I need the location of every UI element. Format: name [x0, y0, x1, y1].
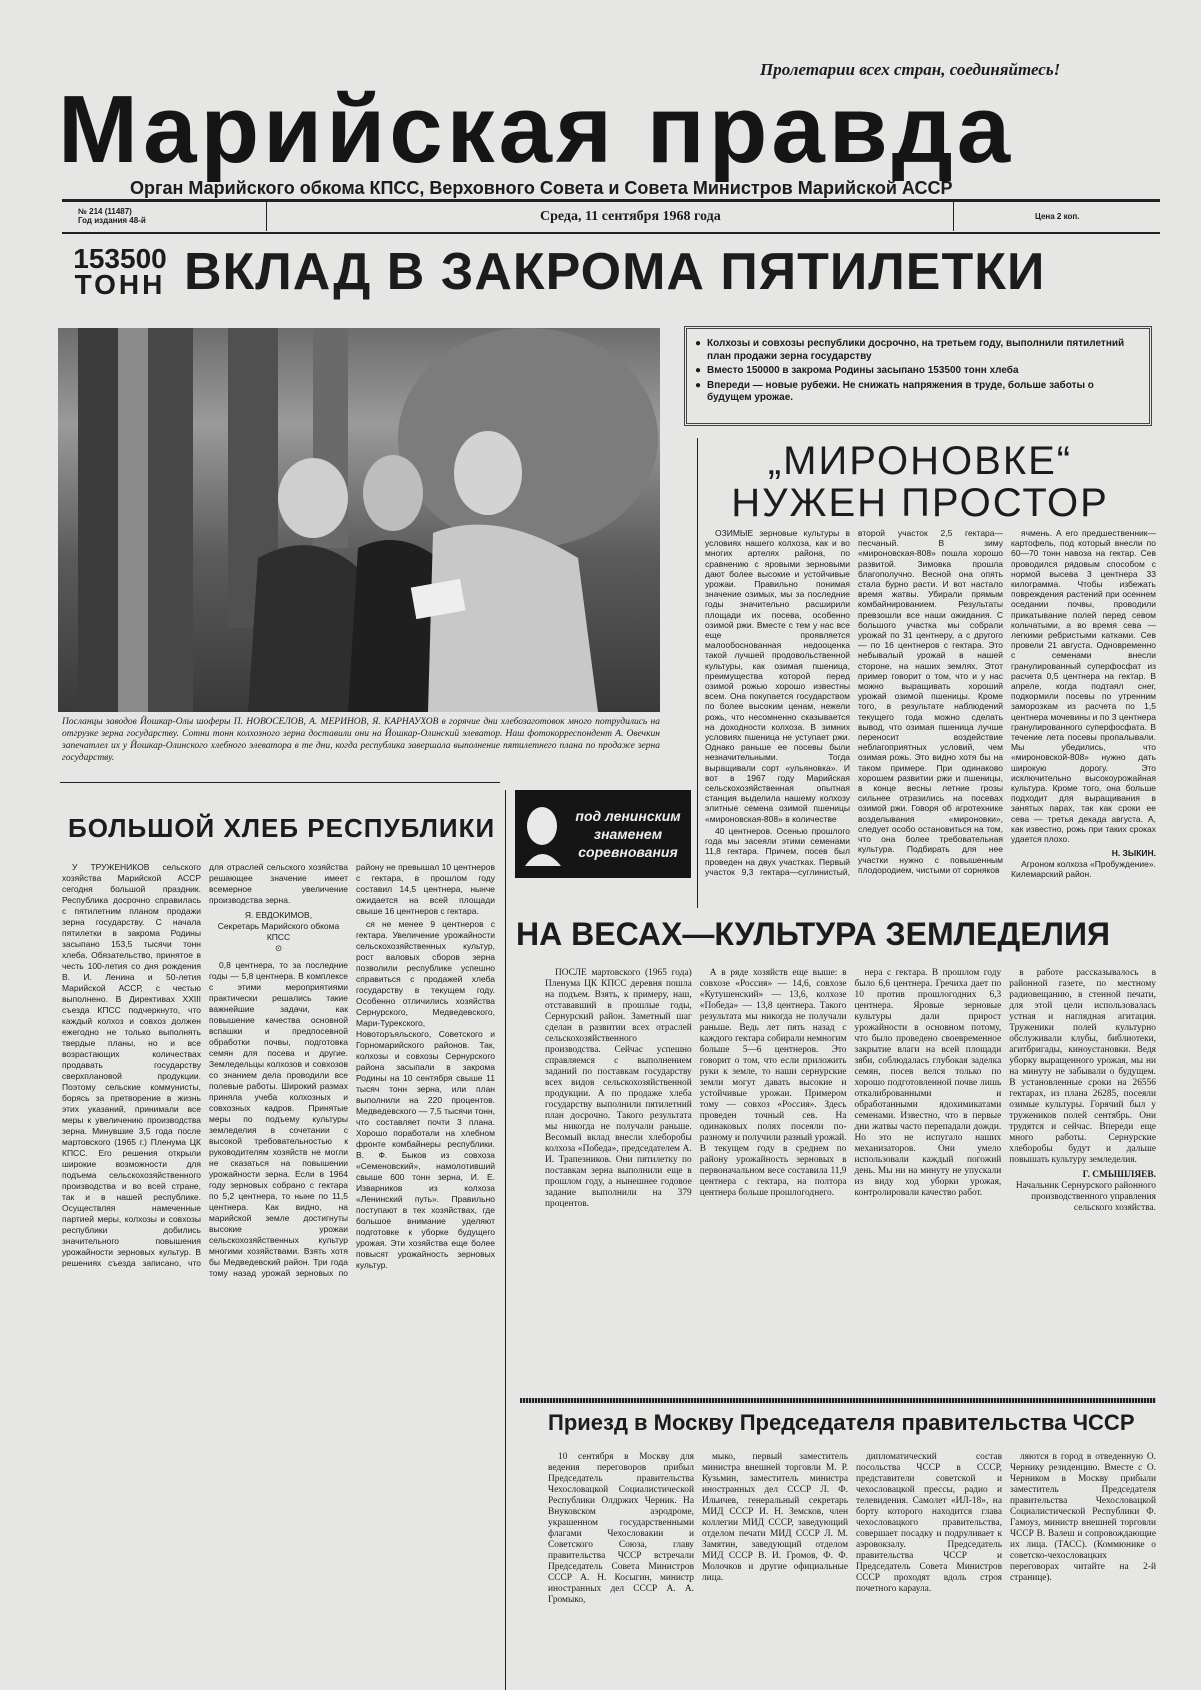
- author-title: Начальник Сернурского районного производственного управления сельского хозяйства.: [1015, 1181, 1156, 1213]
- visit-article: [548, 1452, 1156, 1606]
- article-text: в работе рассказывалось в районной газете, по местному радиовещанию, в стенной печати, для этой цели использовалась устная и наглядная агитация. Труженики полей культурно обслуживали клубы, библиотеки, агитбригады, киноустановки. Ведя уборку выращенного урожая, мы ни на минуту не забывали о будущем. В установленные сроки на 26556 гектарах, из плана 26285, посеяли озимые культуры. Горячий был у тружеников полей сентябрь. Они трудятся и сейчас. Впереди еще много работы. Сернурские хлеборобы будут и дальше повышать культуру земледелия.: [1009, 968, 1156, 1165]
- lead-photo: [58, 328, 660, 712]
- mironovka-signature: [1011, 848, 1156, 879]
- visit-headline: Приезд в Москву Председателя правительства ЧССР: [548, 1410, 1135, 1435]
- ornament-icon: ⊙: [274, 943, 283, 953]
- article-text: нера с гектара. В прошлом году было 6,6 центнера. Гречиха дает по 10 против прошлогодних 6,3 центнера. Яровые зерновые культуры дали прирост урожайности в основном потому, что было проведено своевременное закрытие влаги на всей площади зяби, соблюдалась глубокая заделка семян, посев велся только по хорошо подготовленной почве лишь откалиброванными и обработанными ядохимикатами семенами. Известно, что в первые дни жатвы часто перепадали дожди. Но это не испугало наших механизаторов. Они умело использовали каждый погожий день. Мы ни на минуту не упускали из виду ход уборки урожая, контролировали качество работ.: [854, 968, 1002, 1198]
- author-title: Агроном колхоза «Пробуждение».: [1021, 858, 1156, 869]
- mironovka-headline: [700, 440, 1140, 524]
- tons-figure: [68, 243, 172, 300]
- photo-drivers-at-elevator: [58, 328, 660, 712]
- summary-bullet: ● Впереди — новые рубежи. Не снижать напряжения в труде, больше заботы о будущем урожае.: [695, 380, 1141, 405]
- article-text: ячмень. А его предшественник—картофель, под который внесли по 60—70 тонн навоза на гектар. Сев проводился рядовым способом с нормой высева 3 центнера 33 килограмма. Чтобы избежать повреждения растений при осеннем оседании почвы, проводили прикатывание полей перед севом кольчатыми, а во время сева — легкими ребристыми катками. Сев провели 21 августа. Одновременно с семенами внесли гранулированный суперфосфат из расчета 0,5 центнера на гектар. В апреле, когда подтаял снег, подкормили посевы по утренним заморозкам из расчета по 1,5 центнера мочевины и по 3 центнера гранулированного суперфосфата. В течение лета посевы пропалывали. Мы убедились, что «мироновской-808» нужно дать широкую дорогу. Это исключительно высокоурожайная культура. Кроме того, она больше подходит для выращивания в занятых парах, так как сроки ее сева — третья декада августа. А, как известно, рожь при таких сроках удается плохо.: [1011, 528, 1156, 845]
- article-text: А в ряде хозяйств еще выше: в совхозе «Россия» — 14,6, совхозе «Кутушенский» — 13,6, колхозе «Победа» — 13,8 центнера. Такого результата мы никогда не получали раньше. Ведь лет пять назад с каждого гектара собирали немногим больше 5—6 центнеров. Это говорит о том, что если приложить руки к земле, то наши сернурские земли могут давать высокие и устойчивые урожаи. Примером тому — совхоз «Россия». Здесь проведен точный сев. На одинаковых полях посеяли по-разному и получили разный урожай. В текущем году в среднем по району урожайность зерновых в первоначальном весе составила 11,9 центнера с гектара, на полтора центнера больше прошлогоднего.: [699, 968, 847, 1198]
- lenin-profile-icon: [521, 802, 563, 866]
- scales-headline: НА ВЕСАХ—КУЛЬТУРА ЗЕМЛЕДЕЛИЯ: [516, 916, 1110, 952]
- article-text: У ТРУЖЕНИКОВ сельского хозяйства Марийской АССР сегодня большой праздник. Республика досрочно справилась с пятилетним планом продажи зерна государству. С начала пятилетки в закрома Родины засыпано 153,5 тысячи тонн хлеба. Обязательство, принятое в честь 100-летия со дня рождения В. И. Ленина и 50-летия Марийской АССР, с честью выполнено. В Директивах XXIII съезда КПСС подчеркнуто, что каждый колхоз и совхоз должен ежегодно не только выполнять твердые планы, но и все возрастающих количествах продавать государству сверхплановой продукции. Поэтому сельские коммунисты, борясь за претворение в жизнь этих указаний, принимали все меры к увеличению производства зерна. Минувшие 3,5 года после мартовского (1965 г.) Пленума ЦК КПСС. Его решения открыли широкие возможности для подъема сельскохозяйственного производства и во всей стране, так и в нашей республике. Осуществляя намеченные партией меры, колхозы и совхозы республики добились значительного повышения урожайности зерновых культур. В решениях съезда записано, что для отраслей сельского хозяйства решающее значение имеет всемерное увеличение производства зерна.: [62, 862, 348, 1268]
- masthead-slogan: Пролетарии всех стран, соединяйтесь!: [760, 60, 1061, 79]
- article-text: ОЗИМЫЕ зерновые культуры в условиях нашего колхоза, как и во многих артелях района, по сравнению с яровыми зерновыми дают более высокие и устойчивые урожаи. Правильно понимая значение озимых, мы за последние годы значительно расширили площади их посева, особенно озимой ржи. Вместе с тем у нас все еще проявляется малообоснованная недооценка такой лучшей продовольственной культуры, как озимая пшеница, преимущества которой перед озимой рожью хорошо известны всем. Она покупается государством по более высоким ценам, нежели рожь, что несомненно сказывается на доходности колхоза. В зимних условиях пшеница не уступает ржи. Однако раньше ее посевы были незначительными. Тогда выращивали сорт «ульяновка». И вот в 1967 году Марийская сельскохозяйственная опытная станция выделила нашему колхозу элитные семена озимой пшеницы «мироновская-808» в количестве: [705, 528, 850, 824]
- tons-unit: ТОНН: [74, 269, 166, 300]
- author-place: Килемарский район.: [1011, 868, 1092, 879]
- issue-number: № 214 (11487): [78, 207, 132, 216]
- mironovka-article: [705, 528, 1156, 879]
- article-text: ПОСЛЕ мартовского (1965 года) Пленума ЦК КПСС деревня пошла на подъем. Взять, к примеру, наш, отстававший в прошлые годы, Сернурский район. Заметный шаг сделан в развитии всех отраслей сельскохозяйственного производства. Сейчас успешно справляемся с выполнением заданий по поставкам государству всех видов сельскохозяйственной продукции. А по продаже хлеба государству выполнили пятилетний план досрочно. Такого результата мы никогда не получали раньше. Весомый вклад внесли хлеборобы колхоза «Победа», председателем А. И. Трапезников. Они пятилетку по поставкам зерна выполнили еще в прошлом году, а нынешнее годовое задание выполнили на 379 процентов.: [545, 968, 692, 1209]
- bread-byline: [209, 910, 348, 954]
- bread-article: [62, 862, 495, 1279]
- article-text: 40 центнеров. Осенью прошлого года мы засеяли этими семенами 11,8 гектара. Причем, посев был проведен на двух участках. Первый участок 9,3 гектара—суглинистый, второй участок 2,5 гектара—песчаный. В зиму «мироновская-808» пошла хорошо развитой. Зимовка прошла благополучно. Весной она опять стала бурно расти. И вот настало время жатвы. Убирали прямым комбайнированием. Результаты превзошли все наши ожидания. С большого участка мы собрали урожай по 31 центнеру, а с другого — по 16 центнеров с гектара. Это небывалый урожай в нашей стороне, на наших землях. Этот пример говорит о том, что и у нас можно выращивать хороший урожай озимой пшеницы. Кроме того, в результате наблюдений текущего года можно сделать вывод, что озимая пшеница лучше переносит воздействие неблагоприятных условий, чем озимая рожь. Это видно хотя бы на таком примере. При одинаково хорошем развитии ржи и пшеницы, в конце весны летние грозы сильнее отразились на посевах озимой ржи. Говоря об агротехнике возделывания «мироновки», следует особо остановиться на том, что она более требовательная культура. Подбирать для нее участки нужно с повышенным плодородием, чистыми от сорняков: [705, 528, 1003, 877]
- tons-number: 153500: [73, 243, 167, 274]
- scales-signature: [1009, 1170, 1156, 1214]
- article-text: 0,8 центнера, то за последние годы — 5,8 центнера. В комплексе с этими мероприятиями практически решались такие важнейшие задачи, как повышение качества основной вспашки и предпосевной обработки почвы, подготовка семян для посева и другие. Земледельцы колхозов и совхозов со знанием дела проводили все полевые работы. Широкий размах приняла учеба колхозных и совхозных кадров. Принятые меры по подъему культуры земледелия в сочетании с высокой требовательностью к руководителям хозяйств не могли не сказаться на повышении урожайности зерна. Если в 1964 году зерновых собрано с гектара по 5,2 центнера, то ныне по 11,5 центнера. Как видно, на марийской земле достигнуты высокие урожаи сельскохозяйственных культур многими хозяйствами. Взять хотя бы Медведевский район. Три года тому назад урожай зерновых по району не превышал 10 центнеров с гектара, в прошлом году составил 14,5 центнера, нынче ожидается на всей площади свыше 16 центнеров с гектара.: [209, 862, 495, 1278]
- issue-date: Среда, 11 сентября 1968 года: [540, 209, 721, 224]
- scales-article: [545, 968, 1156, 1214]
- article-text: ляются в город в отведенную О. Чернику резиденцию. Вместе с О. Черником в Москву прибыли заместитель Председателя правительства Чехословацкой Социалистической Республики Ф. Гамоуз, министр внешней торговли ЧССР В. Валеш и сопровождающие их лица. (ТАСС). (Коммюнике о советско-чехословацких переговорах читайте на 2-й странице).: [1010, 1452, 1156, 1583]
- issue-year: Год издания 48-й: [78, 216, 146, 225]
- author-name: Н. ЗЫКИН.: [1111, 848, 1156, 859]
- divider: [953, 202, 954, 231]
- masthead-organ: Орган Марийского обкома КПСС, Верховного Совета и Совета Министров Марийской АССР: [130, 178, 953, 198]
- masthead-rule-top: [62, 199, 1160, 202]
- divider: [520, 1398, 1156, 1403]
- bread-headline: БОЛЬШОЙ ХЛЕБ РЕСПУБЛИКИ: [68, 813, 496, 843]
- banner-line: знаменем: [593, 826, 663, 842]
- article-text: ся не менее 9 центнеров с гектара. Увеличение урожайности сельскохозяйственных культур, рост валовых сборов зерна позволили республике успешно справиться с продажей хлеба государству в текущем году. Особенно отличились хозяйства Сернурского, Медведевского, Мари-Турекского, Новоторъяльского, Советского и Горномарийского районов. Так, колхозы и совхозы Сернурского района засыпали в закрома Родины на 10 сентября свыше 11 тысяч тонн зерна, или план выполнили на 220 процентов. Медведевского — 7,5 тысячи тонн, что составляет почти 3 плана. Хорошо поработали на хлебном фронте комбайнеры республики. В. Ф. Быков из совхоза «Семеновский», намолотивший свыше 600 тонн зерна, И. Е. Изварников из колхоза «Ленинский путь». Правильно поступают в тех хозяйствах, где большое внимание уделяют подготовке к уборке будущего урожая. Эти хозяйства еще более повысят урожайность зерновых культур.: [356, 919, 495, 1270]
- masthead-rule-bottom: [62, 232, 1160, 234]
- divider: [60, 782, 500, 783]
- mironovka-headline-line2: НУЖЕН ПРОСТОР: [731, 481, 1109, 525]
- summary-box: [684, 326, 1152, 426]
- summary-bullet: ● Вместо 150000 в закрома Родины засыпано 153500 тонн хлеба: [695, 365, 1141, 378]
- article-text: 10 сентября в Москву для ведения переговоров прибыл Председатель правительства Чехословацкой Социалистической Республики Олдржих Черник. На Внуковском аэродроме, украшенном государственными флагами Чехословакии и Советского Союза, главу правительства ЧССР встречали Председатель Совета Министров СССР А. Н. Косыгин, министр иностранных дел СССР А. А. Громыко,: [548, 1452, 694, 1605]
- banner-line: под ленинским: [575, 808, 681, 824]
- issue-info: [78, 207, 146, 225]
- author-title: Секретарь Марийского обкома КПСС: [217, 921, 340, 942]
- lenin-banner: [515, 790, 691, 878]
- author-name: Я. ЕВДОКИМОВ,: [244, 910, 313, 920]
- lead-headline: ВКЛАД В ЗАКРОМА ПЯТИЛЕТКИ: [184, 243, 1046, 301]
- divider: [266, 202, 267, 231]
- newspaper-title: Марийская правда: [58, 76, 1015, 183]
- article-text: дипломатический состав посольства ЧССР в СССР, представители советской и чехословацкой прессы, радио и телевидения. Самолет «ИЛ-18», на борту которого находится глава чехословацкого правительства, совершает посадку и подруливает к аэровокзалу. Председатель правительства ЧССР и Председатель Совета Министров СССР проходят вдоль строя почетного караула.: [856, 1452, 1002, 1594]
- banner-line: соревнования: [578, 844, 678, 860]
- summary-bullet: ● Колхозы и совхозы республики досрочно, на третьем году, выполнили пятилетний план продажи зерна государству: [695, 338, 1141, 363]
- author-name: Г. СМЫШЛЯЕВ.: [1082, 1170, 1156, 1180]
- mironovka-headline-line1: „МИРОНОВКЕ“: [767, 439, 1073, 483]
- divider: [505, 790, 506, 1690]
- article-text: мыко, первый заместитель министра внешней торговли М. Р. Кузьмин, заместитель министра иностранных дел СССР Л. Ф. Ильичев, генеральный секретарь МИД СССР И. Н. Земсков, член коллегии МИД СССР, заведующий отделом печати МИД СССР Л. М. Замятин, заведующий отделом МИД СССР В. И. Громов, Ф. Ф. Молочков и другие официальные лица.: [702, 1452, 848, 1583]
- divider: [697, 438, 698, 908]
- photo-caption: Посланцы заводов Йошкар-Олы шоферы П. НОВОСЕЛОВ, А. МЕРИНОВ, Я. КАРНАУХОВ в горячие дни хлебозаготовок много потрудились на отгрузке зерна государству. Сотни тонн колхозного зерна доставили они на Йошкар-Олинский элеватор. Наш фотокорреспондент А. Овечкин запечатлел их у Йошкар-Олинского хлебного элеватора в те дни, когда республика завершала выполнение пятилетнего плана по продаже зерна государству.: [62, 717, 660, 763]
- issue-price: Цена 2 коп.: [1035, 212, 1080, 221]
